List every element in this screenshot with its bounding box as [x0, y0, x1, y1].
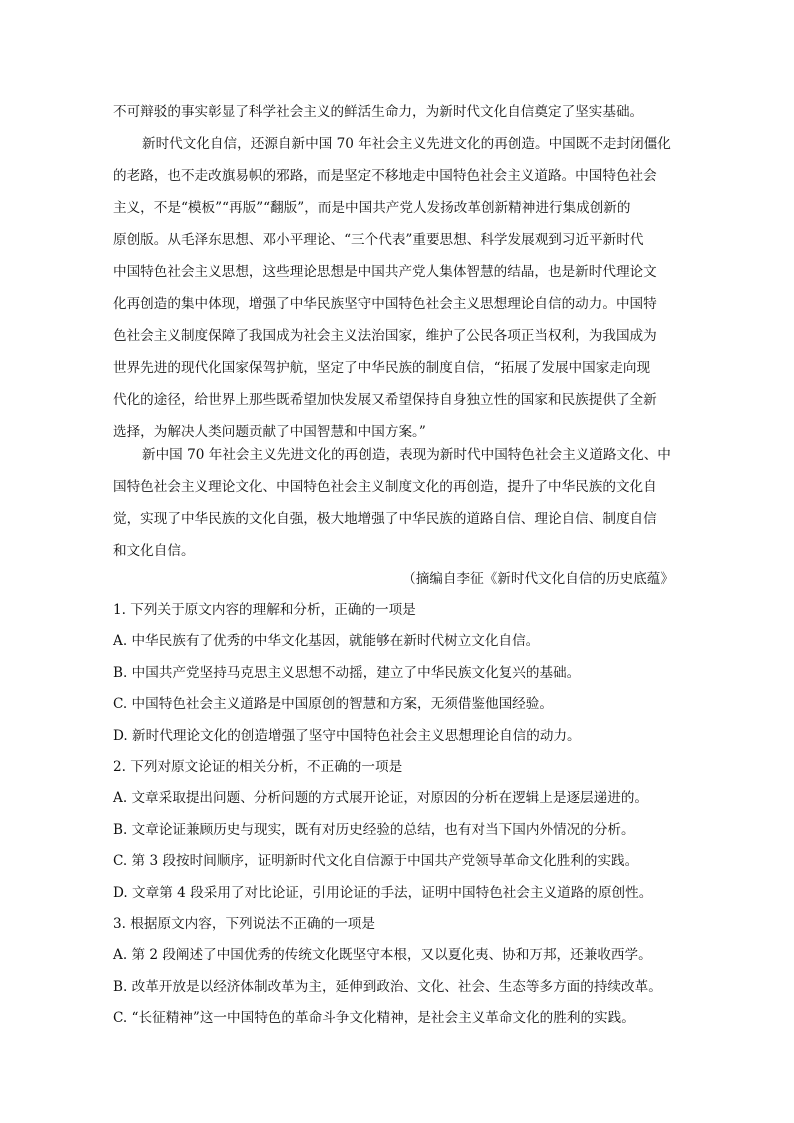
text-line: 色社会主义制度保障了我国成为社会主义法治国家，维护了公民各项正当权利，为我国成为: [113, 328, 657, 344]
text-line: 新时代文化自信，还源自新中国 70 年社会主义先进文化的再创造。中国既不走封闭僵化: [142, 136, 671, 152]
text-line: 主义，不是“模板”“再版”“翻版”，而是中国共产党人发扬改革创新精神进行集成创新的: [113, 200, 631, 216]
paragraph-1: [113, 96, 683, 128]
answer-option: B. 中国共产党坚持马克思主义思想不动摇，建立了中华民族文化复兴的基础。: [113, 664, 581, 681]
text-line: 不可辩驳的事实彰显了科学社会主义的鲜活生命力，为新时代文化自信奠定了坚实基础。: [113, 104, 644, 120]
text-line: 化再创造的集中体现，增强了中华民族坚守中国特色社会主义思想理论自信的动力。中国特: [113, 296, 657, 312]
answer-option: B. 改革开放是以经济体制改革为主，延伸到政治、文化、社会、生态等多方面的持续改革。: [113, 978, 662, 995]
paragraph-3: [113, 439, 683, 567]
text-line: 世界先进的现代化国家保驾护航，坚定了中华民族的制度自信，“拓展了发展中国家走向现: [113, 360, 651, 376]
text-line: 中国特色社会主义思想，这些理论思想是中国共产党人集体智慧的结晶，也是新时代理论文: [113, 264, 657, 280]
question-stem: 1. 下列关于原文内容的理解和分析，正确的一项是: [113, 602, 416, 618]
text-line: 选择，为解决人类问题贡献了中国智慧和中国方案。”: [113, 424, 426, 440]
text-line: 新中国 70 年社会主义先进文化的再创造，表现为新时代中国特色社会主义道路文化、中: [142, 447, 671, 463]
text-line: 觉，实现了中华民族的文化自强，极大地增强了中华民族的道路自信、理论自信、制度自信: [113, 511, 657, 527]
text-line: 原创版。从毛泽东思想、邓小平理论、“三个代表”重要思想、科学发展观到习近平新时代: [113, 232, 644, 248]
question-stem: 2. 下列对原文论证的相关分析，不正确的一项是: [113, 758, 403, 775]
answer-option: B. 文章论证兼顾历史与现实，既有对历史经验的总结，也有对当下国内外情况的分析。: [113, 821, 635, 838]
answer-option: C. 中国特色社会主义道路是中国原创的智慧和方案，无须借鉴他国经验。: [113, 696, 553, 713]
text-line: 的老路，也不走改旗易帜的邪路，而是坚定不移地走中国特色社会主义道路。中国特色社会: [113, 168, 657, 184]
answer-option: A. 文章采取提出问题、分析问题的方式展开论证，对原因的分析在逻辑上是逐层递进的。: [113, 790, 649, 807]
answer-option: A. 中华民族有了优秀的中华文化基因，就能够在新时代树立文化自信。: [113, 633, 540, 650]
text-line: 代化的途径，给世界上那些既希望加快发展又希望保持自身独立性的国家和民族提供了全新: [113, 392, 657, 408]
source-citation: （摘编自李征《新时代文化自信的历史底蕴》: [402, 571, 674, 587]
answer-option: C. “长征精神”这一中国特色的革命斗争文化精神，是社会主义革命文化的胜利的实践。: [113, 1010, 635, 1027]
answer-option: D. 文章第 4 段采用了对比论证，引用论证的手法，证明中国特色社会主义道路的原创性。: [113, 884, 653, 901]
text-line: 和文化自信。: [113, 543, 195, 559]
paragraph-2: [113, 128, 683, 448]
answer-option: D. 新时代理论文化的创造增强了坚守中国特色社会主义思想理论自信的动力。: [113, 727, 581, 744]
answer-option: A. 第 2 段阐述了中国优秀的传统文化既坚守本根，又以夏化夷、协和万邦，还兼收西学。: [113, 947, 652, 964]
questions-block: [113, 598, 683, 1037]
answer-option: C. 第 3 段按时间顺序，证明新时代文化自信源于中国共产党领导革命文化胜利的实践。: [113, 853, 639, 870]
text-line: 国特色社会主义理论文化、中国特色社会主义制度文化的再创造，提升了中华民族的文化自: [113, 479, 657, 495]
question-stem: 3. 根据原文内容，下列说法不正确的一项是: [113, 915, 375, 932]
